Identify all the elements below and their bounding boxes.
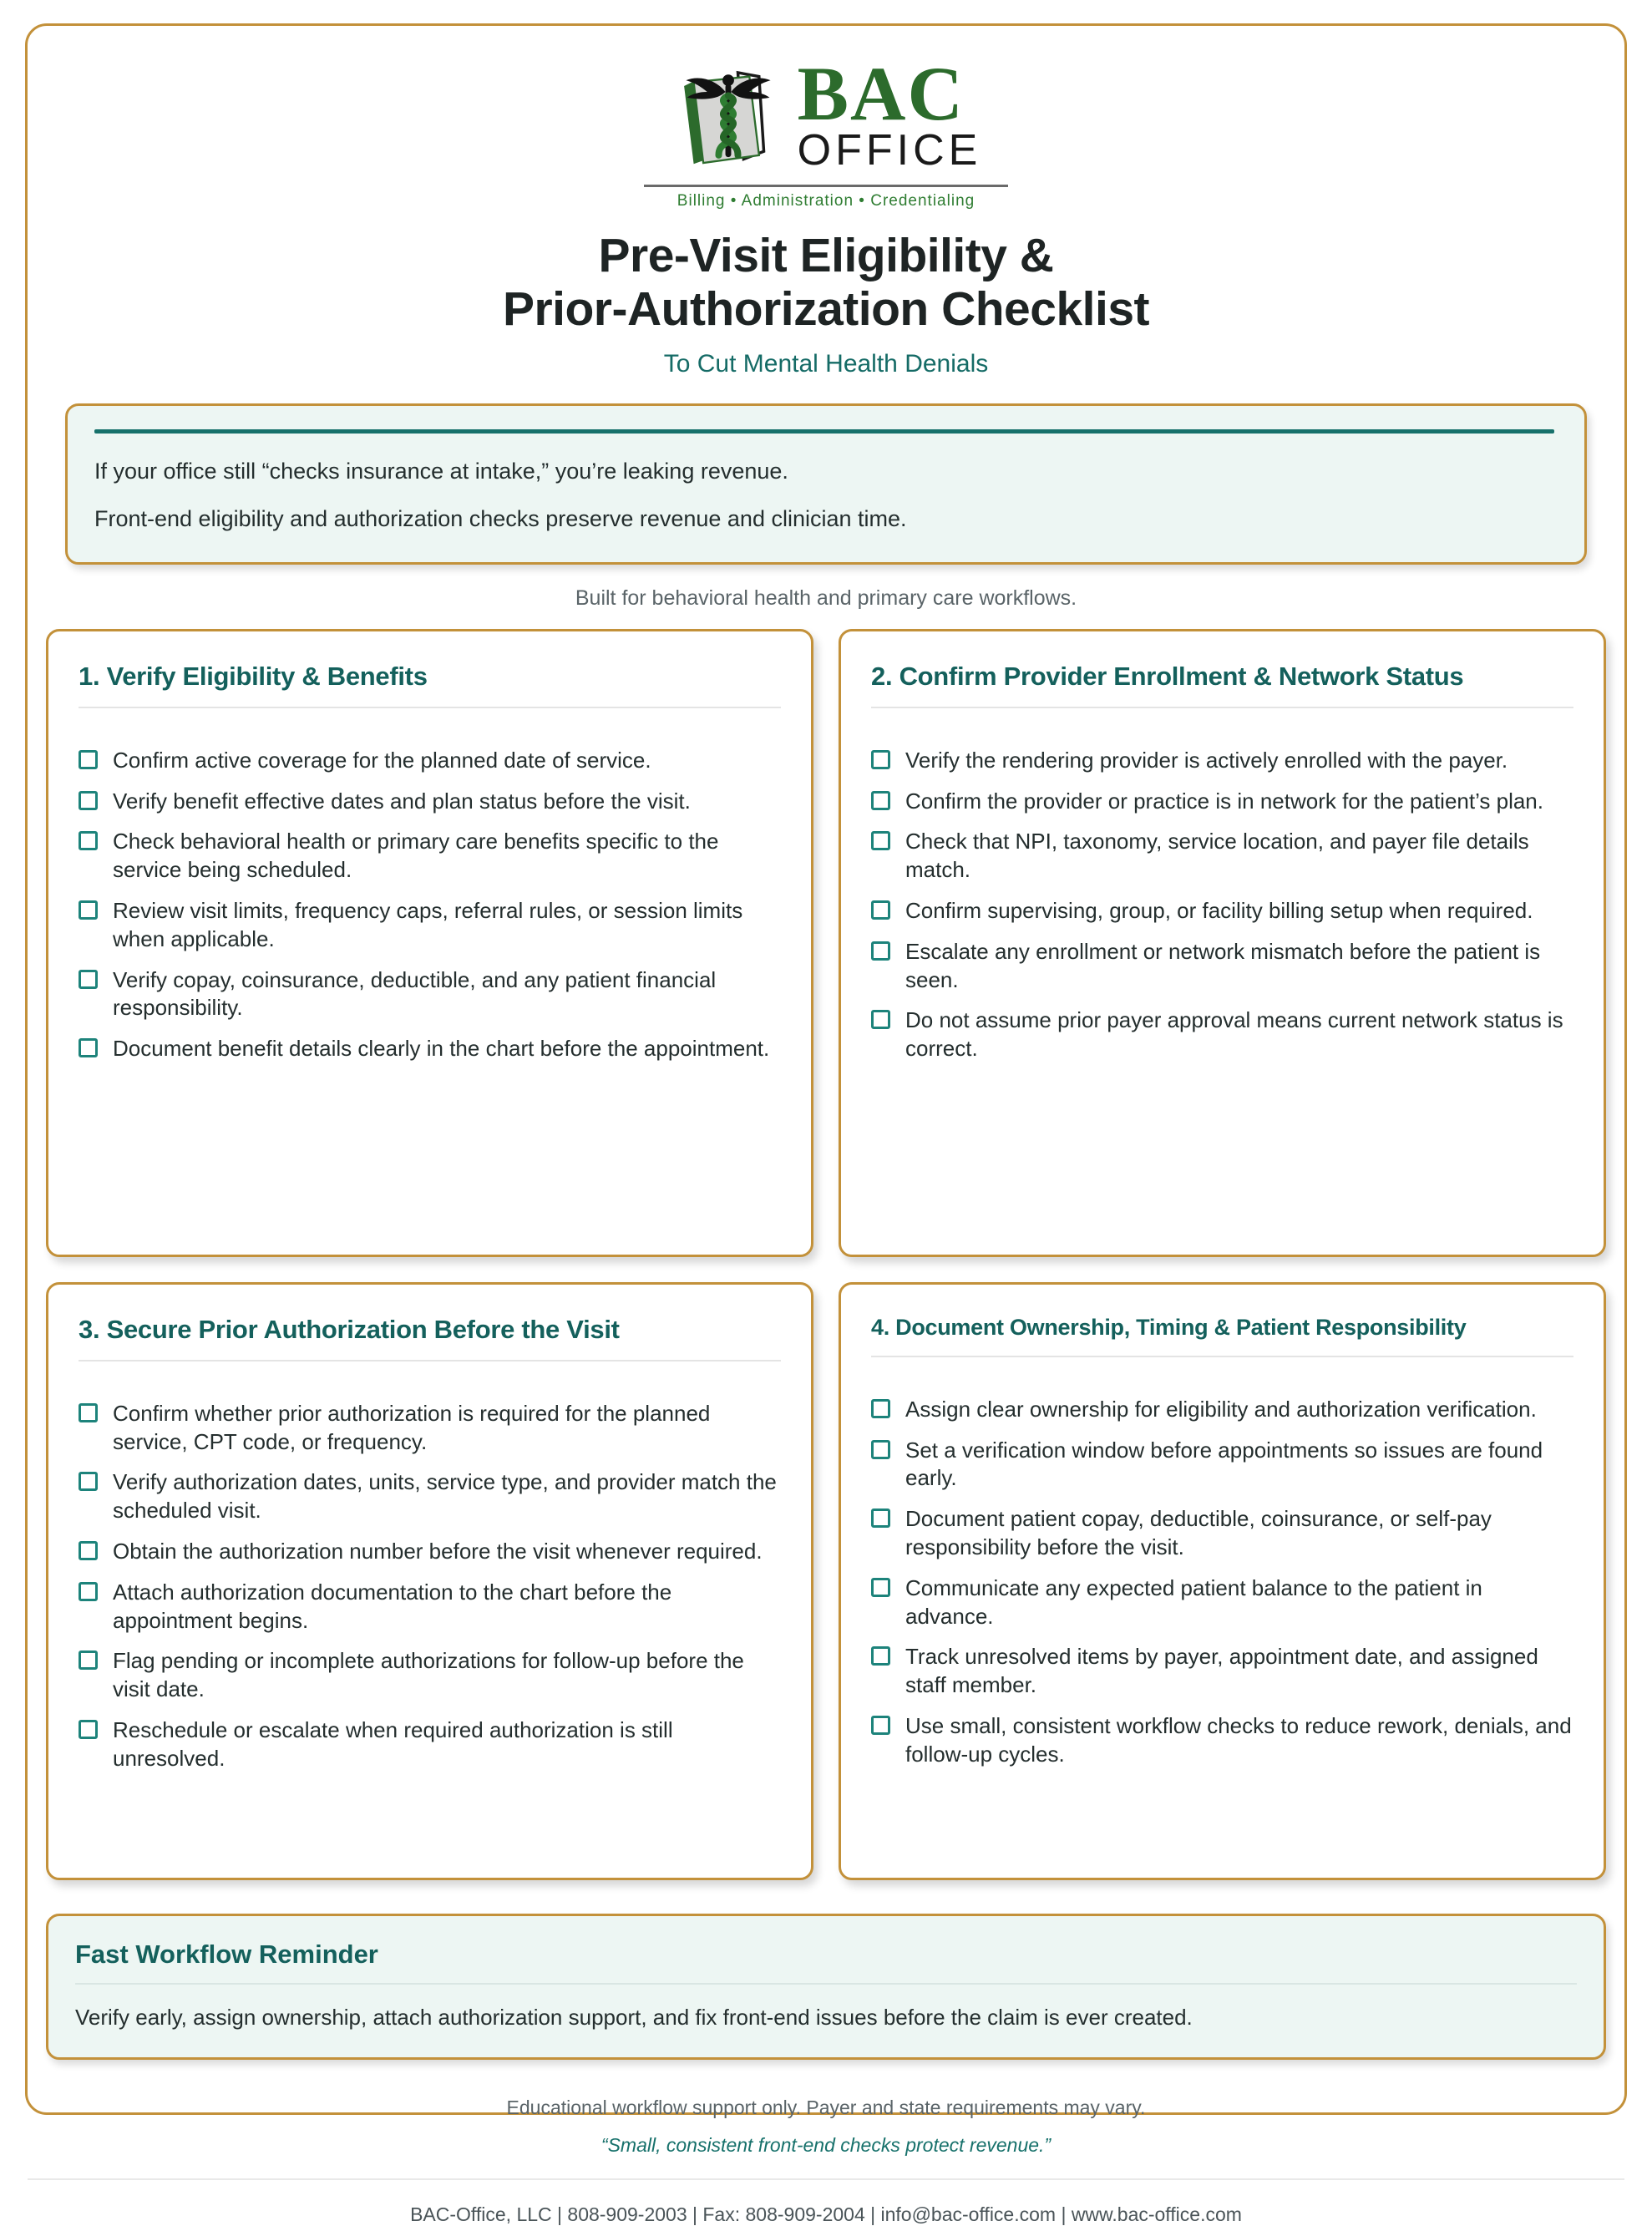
checklist-item-text: Document benefit details clearly in the chart before the appointment. <box>113 1036 770 1062</box>
checklist-item <box>871 1437 1573 1493</box>
page-title <box>28 229 1624 337</box>
checklist-item <box>871 1007 1573 1063</box>
footer-quote: “Small, consistent front-end checks protect revenue.” <box>600 2133 1052 2156</box>
checkbox[interactable] <box>79 1403 98 1422</box>
checklist-item-text: Verify benefit effective dates and plan status before the visit. <box>113 788 691 814</box>
reminder-divider <box>75 1983 1577 1985</box>
checklist-item <box>871 938 1573 995</box>
checkbox[interactable] <box>79 1720 98 1739</box>
checkbox[interactable] <box>79 900 98 920</box>
checklist <box>79 1400 781 1773</box>
checklist-item-text: Check behavioral health or primary care benefits specific to the service being scheduled. <box>113 829 719 883</box>
reminder-title: Fast Workflow Reminder <box>75 1939 378 1969</box>
page-title-line1: Pre-Visit Eligibility & <box>598 229 1054 282</box>
intro-note: Built for behavioral health and primary care workflows. <box>575 586 1077 610</box>
section-title: 2. Confirm Provider Enrollment & Network Status <box>871 661 1464 691</box>
callout-line2: Front-end eligibility and authorization checks preserve revenue and clinician time. <box>94 505 907 531</box>
checkbox[interactable] <box>871 791 890 810</box>
logo-text <box>797 51 982 175</box>
checklist-item <box>871 1643 1573 1700</box>
section-title: 1. Verify Eligibility & Benefits <box>79 661 428 691</box>
section-card-enrollment <box>839 629 1606 1257</box>
logo <box>28 51 1624 210</box>
section-divider <box>871 707 1573 708</box>
checklist-item <box>871 788 1573 816</box>
checkbox[interactable] <box>871 941 890 961</box>
checklist-item <box>871 747 1573 775</box>
checkbox[interactable] <box>871 1646 890 1666</box>
checklist-item <box>871 1712 1573 1769</box>
checklist <box>79 747 781 1063</box>
checkbox[interactable] <box>871 1509 890 1528</box>
checklist-item <box>871 1505 1573 1562</box>
checklist-grid <box>46 629 1606 1880</box>
intro-callout-box <box>65 403 1587 565</box>
checklist-item <box>871 1574 1573 1631</box>
checklist-item-text: Confirm supervising, group, or facility billing setup when required. <box>905 898 1533 923</box>
checkbox[interactable] <box>79 1541 98 1560</box>
checkbox[interactable] <box>871 1399 890 1418</box>
section-divider <box>871 1356 1573 1357</box>
checklist-item-text: Document patient copay, deductible, coinsurance, or self-pay responsibility before the visit. <box>905 1506 1492 1559</box>
checklist-item-text: Review visit limits, frequency caps, referral rules, or session limits when applicable. <box>113 898 743 951</box>
section-title: 4. Document Ownership, Timing & Patient Responsibility <box>871 1314 1467 1340</box>
checklist-item <box>79 966 781 1023</box>
checklist-item-text: Do not assume prior payer approval means current network status is correct. <box>905 1007 1563 1062</box>
checklist-item <box>79 828 781 885</box>
fast-workflow-reminder-box <box>46 1914 1606 2060</box>
checklist-item-text: Verify the rendering provider is actively enrolled with the payer. <box>905 747 1508 773</box>
checkbox[interactable] <box>79 791 98 810</box>
checkbox[interactable] <box>871 831 890 850</box>
checkbox[interactable] <box>871 1010 890 1029</box>
logo-brand: BAC <box>797 51 965 136</box>
checkbox[interactable] <box>79 1582 98 1601</box>
section-card-ownership <box>839 1282 1606 1880</box>
checkbox[interactable] <box>79 750 98 769</box>
page-footer <box>28 2097 1624 2226</box>
section-card-eligibility <box>46 629 813 1257</box>
checklist-item <box>79 897 781 954</box>
section-title: 3. Secure Prior Authorization Before the Visit <box>79 1314 620 1344</box>
checklist-item-text: Confirm the provider or practice is in network for the patient’s plan. <box>905 788 1543 814</box>
callout-accent-bar <box>94 429 1554 434</box>
checkbox[interactable] <box>871 1578 890 1597</box>
logo-divider <box>644 185 1008 187</box>
footer-divider <box>28 2178 1624 2180</box>
checklist-item-text: Attach authorization documentation to the chart before the appointment begins. <box>113 1579 672 1633</box>
page-title-line2: Prior-Authorization Checklist <box>502 282 1150 337</box>
checklist-item <box>79 1400 781 1457</box>
reminder-text: Verify early, assign ownership, attach authorization support, and fix front-end issues before the claim is ever created. <box>75 2004 1193 2030</box>
section-card-authorization <box>46 1282 813 1880</box>
checklist-item-text: Set a verification window before appointments so issues are found early. <box>905 1437 1543 1491</box>
checklist <box>871 747 1573 1063</box>
checklist-item-text: Confirm active coverage for the planned date of service. <box>113 747 651 773</box>
checklist-item-text: Communicate any expected patient balance to the patient in advance. <box>905 1574 1482 1629</box>
checklist-item <box>79 1579 781 1635</box>
checkbox[interactable] <box>79 970 98 989</box>
checklist-item <box>79 788 781 816</box>
logo-row <box>671 51 982 181</box>
page-subtitle: To Cut Mental Health Denials <box>663 349 989 378</box>
checklist-item-text: Confirm whether prior authorization is required for the planned service, CPT code, or frequency. <box>113 1400 711 1454</box>
checklist <box>871 1396 1573 1769</box>
callout-line1: If your office still “checks insurance at intake,” you’re leaking revenue. <box>94 458 788 484</box>
checklist-item-text: Use small, consistent workflow checks to reduce rework, denials, and follow-up cycles. <box>905 1712 1572 1767</box>
checklist-item <box>79 1538 781 1566</box>
checkbox[interactable] <box>871 1716 890 1735</box>
checkbox[interactable] <box>79 1650 98 1670</box>
footer-contact: BAC-Office, LLC | 808-909-2003 | Fax: 808-909-2004 | info@bac-office.com | www.bac-office.com <box>410 2203 1242 2225</box>
checklist-item-text: Assign clear ownership for eligibility and authorization verification. <box>905 1396 1537 1422</box>
checklist-item <box>79 1716 781 1773</box>
checklist-item <box>79 747 781 775</box>
caduceus-documents-icon <box>671 54 786 181</box>
checklist-item-text: Flag pending or incomplete authorizations for follow-up before the visit date. <box>113 1648 744 1702</box>
checklist-item <box>871 897 1573 925</box>
section-divider <box>79 707 781 708</box>
checklist-item <box>871 1396 1573 1424</box>
checklist-item-text: Escalate any enrollment or network mismatch before the patient is seen. <box>905 938 1541 992</box>
checkbox[interactable] <box>871 1440 890 1459</box>
checkbox[interactable] <box>871 900 890 920</box>
checkbox[interactable] <box>79 831 98 850</box>
checklist-item-text: Verify authorization dates, units, service type, and provider match the scheduled visit. <box>113 1469 777 1524</box>
logo-tagline: Billing • Administration • Credentialing <box>677 192 975 210</box>
checklist-item-text: Check that NPI, taxonomy, service location, and payer file details match. <box>905 829 1529 883</box>
checklist-item <box>79 1647 781 1704</box>
checklist-item-text: Verify copay, coinsurance, deductible, and any patient financial responsibility. <box>113 966 717 1021</box>
checkbox[interactable] <box>79 1472 98 1491</box>
logo-brand-word: OFFICE <box>797 126 982 175</box>
checklist-item <box>871 828 1573 885</box>
page-border-frame <box>25 23 1627 2225</box>
checklist-item-text: Reschedule or escalate when required authorization is still unresolved. <box>113 1716 673 1771</box>
footer-disclaimer: Educational workflow support only. Payer and state requirements may vary. <box>506 2096 1146 2118</box>
checkbox[interactable] <box>79 1038 98 1057</box>
checklist-item <box>79 1468 781 1525</box>
checklist-item-text: Track unresolved items by payer, appointment date, and assigned staff member. <box>905 1644 1538 1698</box>
checklist-item-text: Obtain the authorization number before the visit whenever required. <box>113 1539 763 1564</box>
checklist-item <box>79 1035 781 1063</box>
checkbox[interactable] <box>871 750 890 769</box>
section-divider <box>79 1360 781 1361</box>
